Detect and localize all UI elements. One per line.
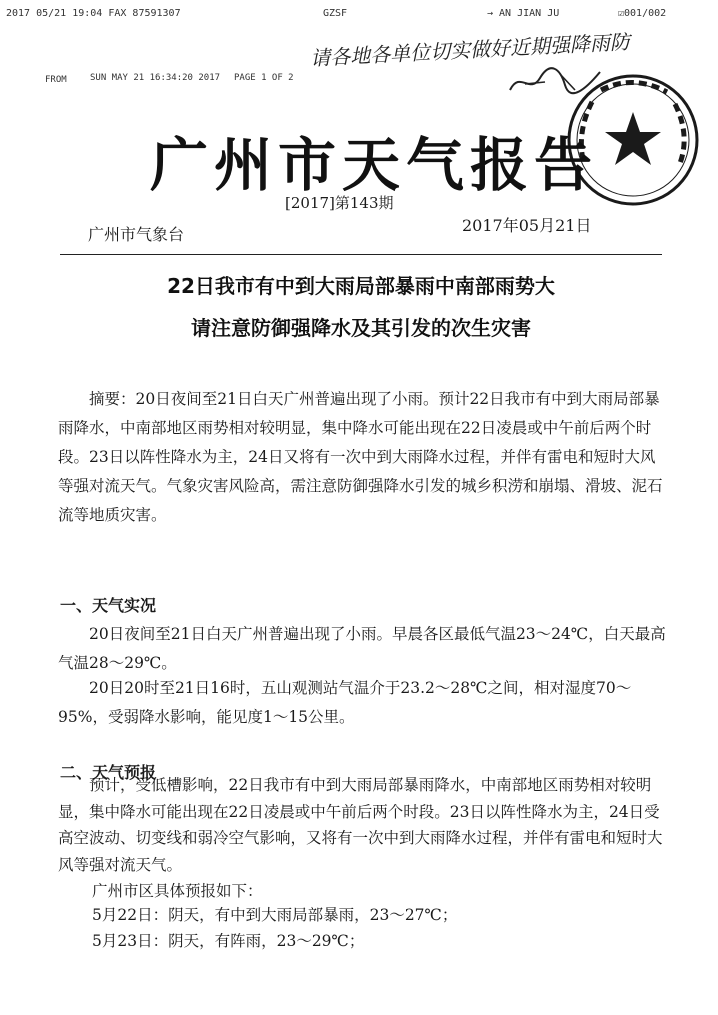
- handwritten-note: 请各地各单位切实做好近期强降雨防: [309, 29, 631, 71]
- forecast-text: 阴天，有阵雨，23～29℃；: [168, 932, 365, 950]
- forecast-text: 阴天，有中到大雨局部暴雨，23～27℃；: [168, 906, 458, 924]
- fax-sent-date: SUN MAY 21 16:34:20 2017: [90, 73, 221, 83]
- fax-from-label: FROM: [45, 75, 67, 85]
- forecast-day: 5月23日：: [92, 932, 169, 950]
- issuing-organization: 广州市气象台: [88, 225, 185, 244]
- fax-recipient: → AN JIAN JU: [487, 8, 560, 19]
- observations-paragraph-1: 20日夜间至21日白天广州普遍出现了小雨。早晨各区最低气温23～24℃，白天最高气温28～29℃。: [58, 625, 666, 672]
- fax-sender-code: GZSF: [323, 8, 348, 19]
- issue-number: [2017]第143期: [285, 194, 394, 212]
- masthead-divider: [60, 254, 662, 255]
- issue-date: 2017年05月21日: [462, 216, 592, 235]
- forecast-day: 5月22日：: [92, 906, 169, 924]
- summary-paragraph: 摘要：20日夜间至21日白天广州普遍出现了小雨。预计22日我市有中到大雨局部暴雨降水，中南部地区雨势相对较明显，集中降水可能出现在22日凌晨或中午前后两个时段。23日以阵性降水为主，24日又将有一次中到大雨降水过程，并伴有雷电和短时大风等强对流天气。气象灾害风险高，需注意防御强降水引发的城乡积涝和崩塌、滑坡、泥石流等地质灾害。: [58, 390, 663, 524]
- headline-line-1: 22日我市有中到大雨局部暴雨中南部雨势大: [167, 274, 555, 298]
- fax-page-of: PAGE 1 OF 2: [234, 73, 294, 83]
- section-heading-forecast: 二、天气预报: [60, 763, 157, 782]
- observations-paragraph-2: 20日20时至21日16时，五山观测站气温介于23.2～28℃之间，相对湿度70～95%，受弱降水影响，能见度1～15公里。: [58, 679, 632, 726]
- page-title: 广州市天气报告: [150, 131, 599, 199]
- forecast-row: [92, 903, 457, 925]
- headline-line-2: 请注意防御强降水及其引发的次生灾害: [191, 316, 531, 340]
- forecast-paragraph: 预计，受低槽影响，22日我市有中到大雨局部暴雨降水，中南部地区雨势相对较明显，集中降水可能出现在22日凌晨或中午前后两个时段。23日以阵性降水为主，24日受高空波动、切变线和弱冷空气影响，又将有一次中到大雨降水过程，并伴有雷电和短时大风等强对流天气。: [58, 776, 663, 874]
- fax-page-counter: ☑001/002: [618, 8, 667, 19]
- forecast-intro: 广州市区具体预报如下：: [92, 882, 263, 900]
- forecast-row: [92, 929, 364, 951]
- section-heading-observations: 一、天气实况: [60, 596, 157, 615]
- fax-timestamp: 2017 05/21 19:04 FAX 87591307: [6, 8, 181, 19]
